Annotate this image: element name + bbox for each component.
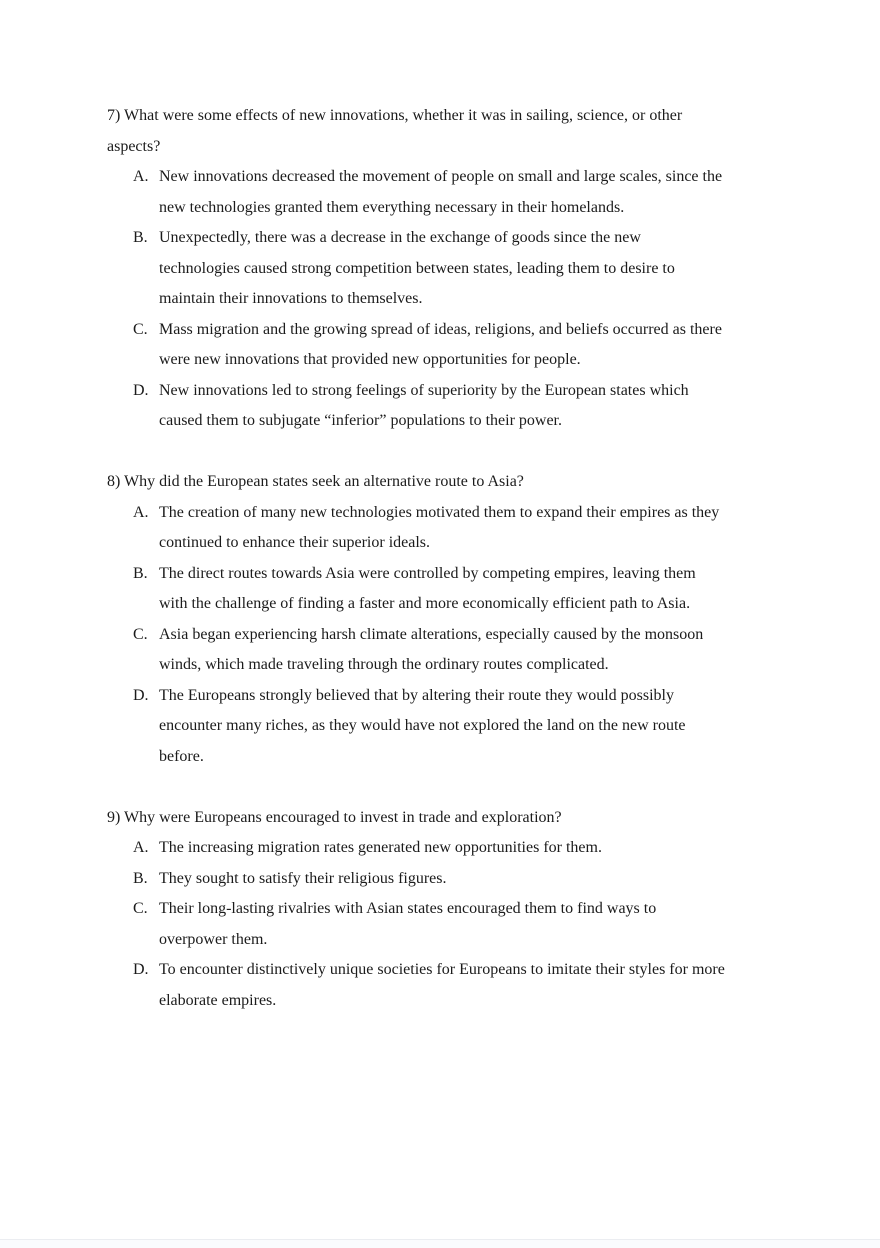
answer-option-text: [159, 864, 780, 895]
answer-option-line: They sought to satisfy their religious figures.: [159, 869, 447, 887]
answer-option-line: overpower them.: [159, 930, 268, 948]
answer-option-line: before.: [159, 747, 204, 765]
question-stem-line: 7) What were some effects of new innovations, whether it was in sailing, science, or other: [107, 107, 683, 124]
answer-option-text: [159, 833, 780, 864]
question-stem-line: 8) Why did the European states seek an alternative route to Asia?: [107, 473, 524, 490]
answer-option-line: maintain their innovations to themselves.: [159, 290, 423, 307]
question-block: [107, 101, 780, 437]
answer-option-line: The Europeans strongly believed that by altering their route they would possibly: [159, 686, 674, 704]
answer-option: [107, 315, 780, 376]
answer-option-text: [159, 376, 780, 437]
answer-option-line: caused them to subjugate “inferior” populations to their power.: [159, 412, 562, 429]
answer-option-label: A.: [133, 839, 149, 856]
answer-option-label: C.: [133, 320, 148, 338]
question-stem-line: 9) Why were Europeans encouraged to invest in trade and exploration?: [107, 808, 562, 826]
answer-option-line: technologies caused strong competition between states, leading them to desire to: [159, 259, 675, 277]
answer-option-line: To encounter distinctively unique societies for Europeans to imitate their styles for more: [159, 961, 725, 978]
answer-option-line: New innovations decreased the movement of people on small and large scales, since the: [159, 168, 723, 185]
answer-option-line: encounter many riches, as they would have not explored the land on the new route: [159, 717, 686, 734]
question-stem-line: aspects?: [107, 137, 161, 155]
answer-option-text: [159, 620, 780, 681]
answer-option: [107, 559, 780, 620]
answer-option-text: [159, 559, 780, 620]
answer-option-line: Mass migration and the growing spread of ideas, religions, and beliefs occurred as there: [159, 320, 722, 338]
answer-option-line: The direct routes towards Asia were controlled by competing empires, leaving them: [159, 564, 696, 582]
answer-option-label: D.: [133, 961, 149, 978]
answer-option: [107, 894, 780, 955]
answer-option-line: new technologies granted them everything necessary in their homelands.: [159, 198, 625, 216]
answer-option-label: D.: [133, 381, 149, 399]
answer-option: [107, 376, 780, 437]
answer-option-line: Asia began experiencing harsh climate alterations, especially caused by the monsoon: [159, 625, 704, 643]
answer-option-line: with the challenge of finding a faster and more economically efficient path to Asia.: [159, 595, 691, 612]
answer-option-text: [159, 315, 780, 376]
answer-option: [107, 162, 780, 223]
answer-option-line: The creation of many new technologies motivated them to expand their empires as they: [159, 503, 720, 521]
answer-option-line: New innovations led to strong feelings of superiority by the European states which: [159, 381, 689, 399]
answer-option-label: B.: [133, 229, 148, 246]
answer-option-label: A.: [133, 168, 149, 185]
question-block: [107, 803, 780, 1017]
answer-option: [107, 833, 780, 864]
answer-option: [107, 620, 780, 681]
answer-option-text: [159, 955, 780, 1016]
answer-option-line: elaborate empires.: [159, 991, 277, 1009]
answer-option-label: C.: [133, 900, 148, 917]
answer-option: [107, 864, 780, 895]
answer-option-line: were new innovations that provided new opportunities for people.: [159, 351, 581, 368]
answer-option-text: [159, 498, 780, 559]
answer-option-label: D.: [133, 686, 149, 704]
answer-option-text: [159, 223, 780, 315]
answer-option-line: Unexpectedly, there was a decrease in the exchange of goods since the new: [159, 229, 641, 246]
answer-option-text: [159, 894, 780, 955]
answer-option-line: winds, which made traveling through the ordinary routes complicated.: [159, 656, 609, 673]
document-content: [107, 101, 780, 1047]
answer-option-line: continued to enhance their superior ideals.: [159, 534, 431, 551]
answer-option-label: A.: [133, 503, 149, 521]
answer-option: [107, 955, 780, 1016]
answer-option-text: [159, 162, 780, 223]
answer-option: [107, 681, 780, 773]
answer-option-label: B.: [133, 564, 148, 582]
answer-option-label: C.: [133, 625, 148, 643]
answer-option-line: Their long-lasting rivalries with Asian states encouraged them to find ways to: [159, 900, 657, 917]
answer-option-label: B.: [133, 869, 148, 887]
question-block: [107, 467, 780, 772]
answer-option-line: The increasing migration rates generated new opportunities for them.: [159, 839, 602, 856]
answer-option-text: [159, 681, 780, 773]
answer-option: [107, 498, 780, 559]
answer-option: [107, 223, 780, 315]
